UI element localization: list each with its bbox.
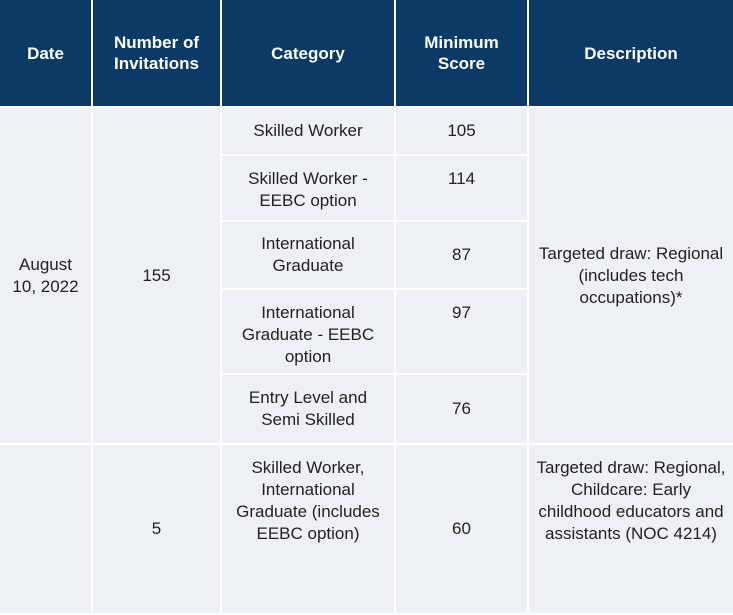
description-cell: Targeted draw: Regional (includes tech occupations)*: [528, 107, 733, 444]
header-date: Date: [0, 0, 92, 107]
description-cell: Targeted draw: Regional, Childcare: Early childhood educators and assistants (NOC 4214): [528, 444, 733, 614]
score-cell: 76: [395, 374, 528, 444]
table-row: [0, 107, 733, 155]
invitations-cell: 155: [92, 107, 221, 444]
category-cell: Skilled Worker - EEBC option: [221, 155, 395, 221]
score-cell: 97: [395, 289, 528, 374]
category-cell: Skilled Worker: [221, 107, 395, 155]
date-cell: [0, 444, 92, 614]
header-description: Description: [528, 0, 733, 107]
category-cell: International Graduate - EEBC option: [221, 289, 395, 374]
category-cell: Skilled Worker, International Graduate (includes EEBC option): [221, 444, 395, 614]
score-cell: 114: [395, 155, 528, 221]
score-cell: 87: [395, 221, 528, 289]
header-category: Category: [221, 0, 395, 107]
category-cell: Entry Level and Semi Skilled: [221, 374, 395, 444]
table-row: [0, 444, 733, 614]
header-invitations: Number of Invitations: [92, 0, 221, 107]
header-row: [0, 0, 733, 107]
invitations-cell: 5: [92, 444, 221, 614]
score-cell: 60: [395, 444, 528, 614]
category-cell: International Graduate: [221, 221, 395, 289]
score-cell: 105: [395, 107, 528, 155]
date-cell: August 10, 2022: [0, 107, 92, 444]
header-minimum-score: Minimum Score: [395, 0, 528, 107]
